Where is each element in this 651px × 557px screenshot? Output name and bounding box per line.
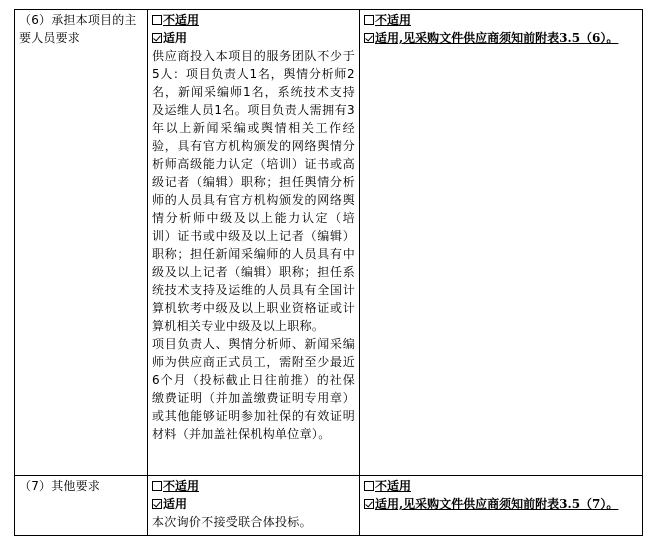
checked-box-icon	[152, 499, 162, 509]
option-not-applicable[interactable]: 不适用	[364, 477, 638, 495]
row-label-cell	[15, 476, 148, 536]
option-not-applicable[interactable]: 不适用	[152, 477, 355, 495]
option-not-applicable[interactable]: 不适用	[364, 11, 638, 29]
requirement-cell	[148, 10, 360, 476]
reference-cell	[360, 476, 643, 536]
option-applicable[interactable]: 适用,见采购文件供应商须知前附表3.5（6）。	[364, 29, 638, 47]
requirement-paragraph: 本次询价不接受联合体投标。	[152, 515, 312, 529]
unchecked-box-icon	[152, 481, 162, 491]
unchecked-box-icon	[364, 481, 374, 491]
checked-box-icon	[152, 33, 162, 43]
requirement-paragraph: 项目负责人、舆情分析师、新闻采编师为供应商正式员工，需附至少最近6个月（投标截止日往前推）的社保缴费证明（并加盖缴费证明专用章）或其他能够证明参加社保的有效证明材料（并加盖社保机构单位章）。	[152, 337, 355, 441]
requirement-cell	[148, 476, 360, 536]
table-row	[15, 10, 643, 476]
option-applicable[interactable]: 适用	[152, 29, 355, 47]
table-row	[15, 476, 643, 536]
checked-box-icon	[364, 499, 374, 509]
reference-cell	[360, 10, 643, 476]
checked-box-icon	[364, 33, 374, 43]
row-label-cell	[15, 10, 148, 476]
unchecked-box-icon	[364, 15, 374, 25]
row-label: （7）其他要求	[19, 479, 101, 493]
requirement-paragraph: 供应商投入本项目的服务团队不少于5人：项目负责人1名，舆情分析师2名，新闻采编师1名，系统技术支持及运维人员1名。项目负责人需拥有3年以上新闻采编或舆情相关工作经验，具有官方机构颁发的网络舆情分析师高级能力认定（培训）证书或高级记者（编辑）职称；担任舆情分析师的人员具有官方机构颁发的网络舆情分析师中级及以上能力认定（培训）证书或中级及以上记者（编辑）职称；担任新闻采编师的人员具有中级及以上记者（编辑）职称；担任系统技术支持及运维的人员具有全国计算机软考中级及以上职业资格证或计算机相关专业中级及以上职称。	[152, 49, 355, 333]
requirements-table	[14, 9, 643, 536]
option-applicable[interactable]: 适用,见采购文件供应商须知前附表3.5（7）。	[364, 495, 638, 513]
option-applicable[interactable]: 适用	[152, 495, 355, 513]
row-label: （6）承担本项目的主要人员要求	[19, 13, 137, 45]
unchecked-box-icon	[152, 15, 162, 25]
option-not-applicable[interactable]: 不适用	[152, 11, 355, 29]
